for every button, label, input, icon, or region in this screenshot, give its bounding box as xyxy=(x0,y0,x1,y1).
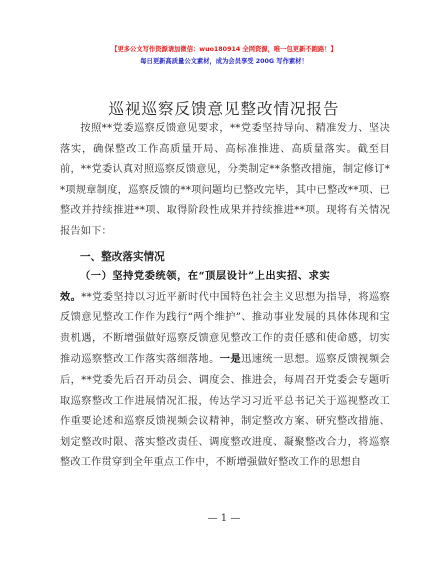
promo-banner xyxy=(0,45,448,66)
page-number: — 1 — xyxy=(207,513,241,524)
promo-line-1: 【更多公文写作资源请加微信：wuo180914 全网资源，唯一包更新不跑路！】 xyxy=(111,46,337,53)
document-title: 巡视巡察反馈意见整改情况报告 xyxy=(108,100,340,118)
body-paragraph xyxy=(60,266,390,474)
section-heading: 一、整改落实情况 xyxy=(80,251,165,263)
subsection-heading: （一）坚持党委统领，在“顶层设计”上出实招、求实 xyxy=(80,270,331,282)
body-text-2: 迅速统一思想。巡察反馈视频会后，**党委先后召开动员会、调度会、推进会，每周召开党委会专题听取巡察整改工作进展情况汇报，传达学习习近平总书记关于巡视整改工作重要论述和巡察反馈视频会议精神，制定整改方案、研究整改措施、划定整改时限、落实整改责任、调度整改进度、凝聚整改合力，将巡察整改工作贯穿到全年重点工作中，不断增强做好整改工作的思想自 xyxy=(60,354,390,469)
body-emphasis: 一是 xyxy=(219,353,242,366)
subsection-heading-tail: 效。 xyxy=(60,290,82,303)
intro-paragraph: 按照**党委巡察反馈意见要求，**党委坚持导向、精准发力、坚决落实，确保整改工作高质量开局、高标准推进、高质量落实。截至目前，**党委认真对照巡察反馈意见，分类制定**条整改措施，制定修订**项规章制度，巡察反馈的**项问题均已整改完毕，其中已整改**项、已整改并持续推进**项、取得阶段性成果并持续推进**项。现将有关情况报告如下： xyxy=(60,123,390,237)
body-text-1: **党委坚持以习近平新时代中国特色社会主义思想为指导，将巡察反馈意见整改工作作为践行“两个维护”、推动事业发展的具体体现和宝贵机遇，不断增强做好巡察反馈意见整改工作的责任感和使命感，切实推动巡察整改工作落实落细落地。 xyxy=(60,291,390,366)
promo-line-2: 每日更新高质量公文素材，成为会员享受 200G 写作素材！ xyxy=(140,58,308,65)
